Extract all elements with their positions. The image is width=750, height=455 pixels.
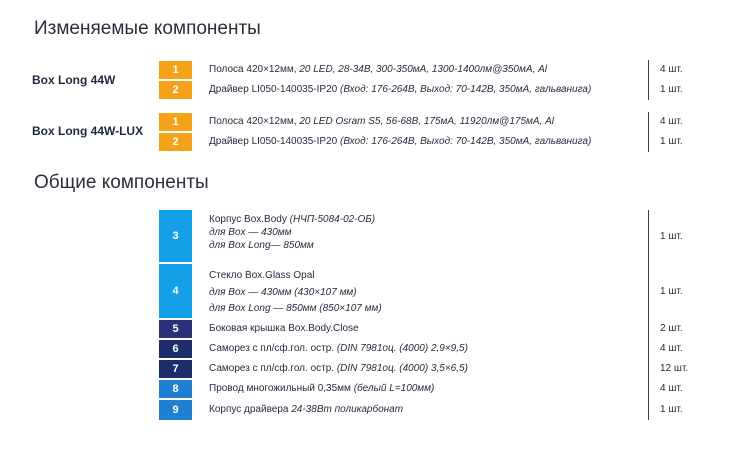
quantity: 1 шт. — [660, 286, 683, 297]
divider — [648, 60, 649, 100]
quantity: 4 шт. — [660, 383, 683, 394]
component-description: Саморез с пл/сф.гол. остр. (DIN 7981оц. (4000) 3,5×6,5) — [209, 363, 468, 374]
item-number: 3 — [159, 210, 192, 262]
component-description: Провод многожильный 0,35мм (белый L=100мм) — [209, 383, 435, 394]
quantity: 4 шт. — [660, 64, 683, 75]
item-number: 6 — [159, 340, 192, 358]
component-description: Полоса 420×12мм, 20 LED Osram S5, 56-68В, 175мА, 11920лм@175мА, Al — [209, 116, 554, 127]
item-number: 9 — [159, 400, 192, 420]
item-number: 2 — [159, 81, 192, 99]
item-number: 1 — [159, 61, 192, 79]
section-title-common: Общие компоненты — [34, 172, 209, 193]
item-number: 2 — [159, 133, 192, 151]
quantity: 1 шт. — [660, 84, 683, 95]
quantity: 4 шт. — [660, 343, 683, 354]
component-description: Стекло Box.Glass Opal для Box — 430мм (430×107 мм) для Box Long — 850мм (850×107 мм) — [209, 270, 382, 314]
item-number: 8 — [159, 380, 192, 398]
item-number: 7 — [159, 360, 192, 378]
component-description: Драйвер LI050-140035-IP20 (Вход: 176-264В, Выход: 70-142В, 350мА, гальванига) — [209, 136, 592, 147]
divider — [648, 112, 649, 152]
component-description: Боковая крышка Box.Body.Close — [209, 323, 359, 334]
component-description: Полоса 420×12мм, 20 LED, 28-34В, 300-350мА, 1300-1400лм@350мА, Al — [209, 64, 547, 75]
quantity: 2 шт. — [660, 323, 683, 334]
component-description: Корпус Box.Body (НЧП-5084-02-ОБ) для Box — 430мм для Box Long— 850мм — [209, 214, 376, 251]
product-name-box-long-44w-lux: Box Long 44W-LUX — [32, 124, 144, 138]
quantity: 1 шт. — [660, 231, 683, 242]
quantity: 1 шт. — [660, 404, 683, 415]
item-number: 5 — [159, 320, 192, 338]
component-description: Драйвер LI050-140035-IP20 (Вход: 176-264В, Выход: 70-142В, 350мА, гальванига) — [209, 84, 592, 95]
section-title-variable: Изменяемые компоненты — [34, 18, 261, 39]
component-description: Саморез с пл/сф.гол. остр. (DIN 7981оц. (4000) 2,9×9,5) — [209, 343, 468, 354]
divider — [648, 210, 649, 420]
item-number: 1 — [159, 113, 192, 131]
product-name-box-long-44w: Box Long 44W — [32, 73, 116, 87]
quantity: 4 шт. — [660, 116, 683, 127]
quantity: 1 шт. — [660, 136, 683, 147]
component-description: Корпус драйвера 24-38Вт поликарбонат — [209, 404, 404, 415]
quantity: 12 шт. — [660, 363, 689, 374]
item-number: 4 — [159, 264, 192, 318]
